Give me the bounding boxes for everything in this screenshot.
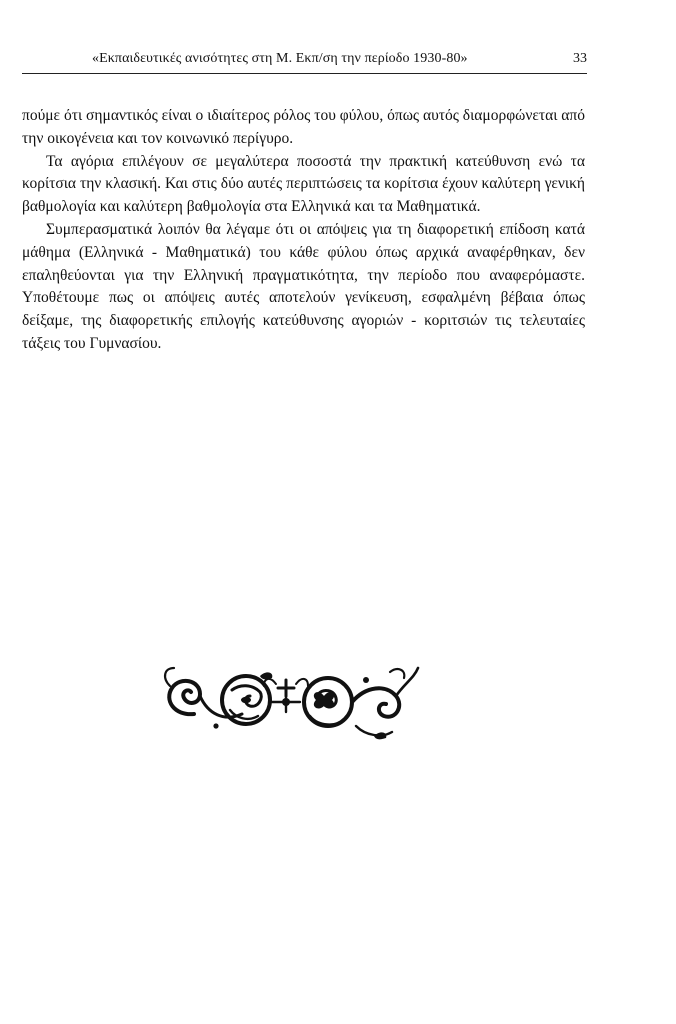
floral-scroll-ornament-icon (160, 656, 422, 748)
paragraph-continuation: πούμε ότι σημαντικός είναι ο ιδιαίτερος ρόλος του φύλου, όπως αυτός διαμορφώνεται από την οικογένεια και τον κοινωνικό περίγυρο. (22, 107, 585, 147)
running-title: «Εκπαιδευτικές ανισότητες στη Μ. Εκπ/ση την περίοδο 1930-80» (92, 51, 468, 66)
body-text (22, 105, 585, 356)
paragraph-conclusion: Συμπερασματικά λοιπόν θα λέγαμε ότι οι απόψεις για τη διαφορετική επίδοση κατά μάθημα (Ελληνικά - Μαθηματικά) του κάθε φύλου όπως αρχικά αναφέρθηκαν, δεν επαληθεύονται για την Ελληνική πραγματικότητα, την περίοδο που αναφερόμαστε. Υποθέτουμε πως οι απόψεις αυτές αποτελούν γενίκευση, εσφαλμένη βέβαια όπως δείξαμε, της διαφορετικής επιλογής κατεύθυνσης αγοριών - κοριτσιών τις τελευταίες τάξεις του Γυμνασίου. (22, 220, 585, 352)
paragraph-choice-of-direction: Τα αγόρια επιλέγουν σε μεγαλύτερα ποσοστά την πρακτική κατεύθυνση ενώ τα κορίτσια την κλασική. Και στις δύο αυτές περιπτώσεις τα κορίτσια έχουν καλύτερη γενική βαθμολογία και καλύτερη βαθμολογία στα Ελληνικά και τα Μαθηματικά. (22, 152, 585, 216)
header-rule (22, 73, 587, 74)
page-number: 33 (573, 51, 587, 66)
page-header (22, 51, 587, 73)
